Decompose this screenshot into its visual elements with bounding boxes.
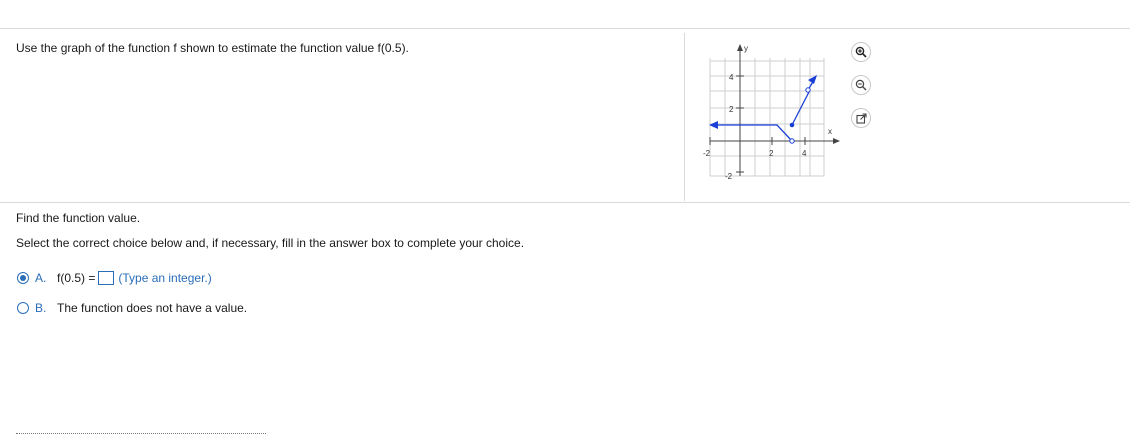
open-point-top xyxy=(806,88,810,92)
zoom-out-icon xyxy=(855,79,867,91)
function-graph xyxy=(700,36,850,196)
choice-a-hint: (Type an integer.) xyxy=(118,271,212,285)
tick-label-y2: 2 xyxy=(729,105,734,114)
choice-b-radio[interactable] xyxy=(17,302,29,314)
choice-a-radio[interactable] xyxy=(17,272,29,284)
graph-grid xyxy=(710,58,824,176)
choice-a[interactable] xyxy=(17,271,212,285)
tick-label-x2: 2 xyxy=(769,149,774,158)
filled-point xyxy=(790,123,795,128)
popout-button[interactable] xyxy=(851,108,871,128)
y-axis-label: y xyxy=(744,44,748,53)
function-curve xyxy=(716,125,792,141)
graph-panel-divider xyxy=(684,33,685,201)
choice-b-letter: B. xyxy=(35,301,47,315)
zoom-in-icon xyxy=(855,46,867,58)
choice-b-text: The function does not have a value. xyxy=(57,301,248,315)
x-axis-label: x xyxy=(828,127,832,136)
zoom-in-button[interactable] xyxy=(851,42,871,62)
tick-label-xm2: -2 xyxy=(703,149,711,158)
choice-a-letter: A. xyxy=(35,271,47,285)
tick-label-x4: 4 xyxy=(802,149,807,158)
y-axis-arrow xyxy=(737,44,743,51)
cut-off-footer-text xyxy=(16,429,266,435)
choice-a-prefix: f(0.5) = xyxy=(57,271,96,285)
choice-b[interactable] xyxy=(17,301,247,315)
answer-input[interactable] xyxy=(98,271,114,285)
zoom-out-button[interactable] xyxy=(851,75,871,95)
open-point-bottom xyxy=(790,139,794,143)
tick-label-ym2: -2 xyxy=(725,172,733,181)
x-axis-arrow xyxy=(833,138,840,144)
popout-icon xyxy=(856,113,867,124)
tick-label-y4: 4 xyxy=(729,73,734,82)
mid-divider xyxy=(0,202,1130,203)
question-text: Use the graph of the function f shown to estimate the function value f(0.5). xyxy=(16,41,409,55)
instructions-text: Select the correct choice below and, if necessary, fill in the answer box to complete your choice. xyxy=(16,236,525,250)
top-divider xyxy=(0,28,1130,29)
find-text: Find the function value. xyxy=(16,211,141,225)
